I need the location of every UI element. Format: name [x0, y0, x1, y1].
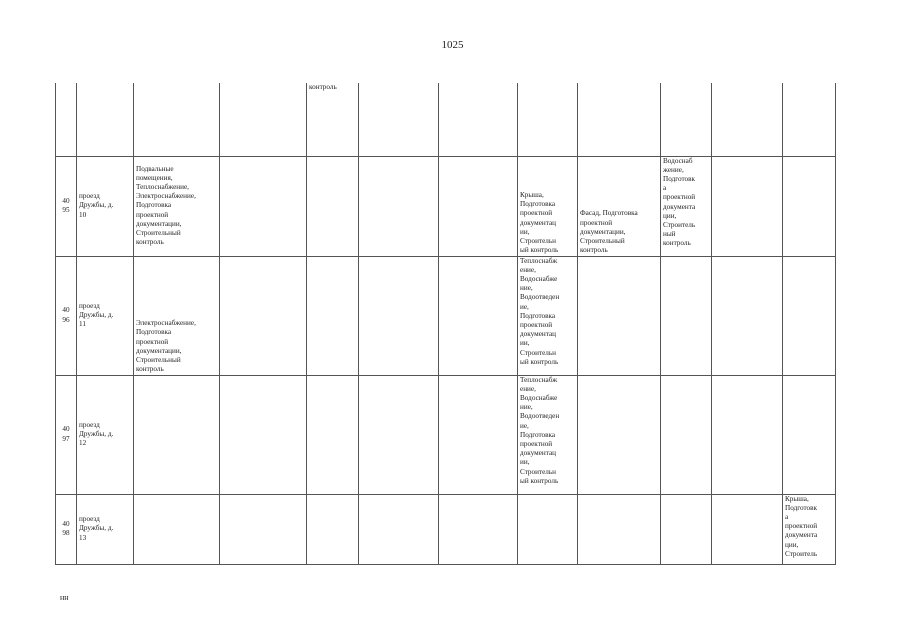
work-cell: Крыша, Подготовка проектной документац ии, Строительн ый контроль: [518, 156, 578, 256]
work-cell: [578, 494, 661, 564]
table-row: [56, 494, 836, 564]
row-number-cell: [56, 83, 77, 156]
work-cell: [712, 494, 783, 564]
work-cell: Электроснабжение, Подготовка проектной документации, Строительный контроль: [134, 256, 220, 375]
work-cell: [783, 375, 836, 494]
work-cell: [220, 156, 307, 256]
work-cell: [661, 494, 712, 564]
work-cell: [712, 256, 783, 375]
work-cell: [518, 494, 578, 564]
work-cell: [134, 494, 220, 564]
work-cell: [661, 375, 712, 494]
work-cell: [439, 256, 518, 375]
work-cell: [439, 494, 518, 564]
table-row: [56, 375, 836, 494]
work-cell: [307, 156, 359, 256]
work-cell: [307, 256, 359, 375]
work-cell: [783, 156, 836, 256]
work-cell: [783, 256, 836, 375]
address-cell: проезд Дружбы, д. 11: [77, 256, 134, 375]
row-number-cell: 40 96: [56, 256, 77, 375]
work-cell: [518, 83, 578, 156]
work-cell: [134, 83, 220, 156]
work-cell: [661, 83, 712, 156]
work-cell: [578, 256, 661, 375]
work-cell: [439, 375, 518, 494]
work-cell: Фасад, Подготовка проектной документации, Строительный контроль: [578, 156, 661, 256]
row-number-cell: 40 95: [56, 156, 77, 256]
work-cell: Водоснаб жение, Подготовк а проектной документа ции, Строитель ный контроль: [661, 156, 712, 256]
work-cell: [359, 494, 439, 564]
work-cell: [359, 156, 439, 256]
work-cell: [220, 375, 307, 494]
address-cell: проезд Дружбы, д. 12: [77, 375, 134, 494]
page-number: 1025: [441, 39, 464, 51]
work-cell: [220, 256, 307, 375]
work-cell: [307, 375, 359, 494]
work-cell: Подвальные помещения, Теплоснабжение, Электроснабжение, Подготовка проектной документации, Строительный контроль: [134, 156, 220, 256]
table-row: [56, 83, 836, 156]
work-cell: [661, 256, 712, 375]
row-number-cell: 40 97: [56, 375, 77, 494]
table-row: [56, 256, 836, 375]
work-cell: [307, 494, 359, 564]
work-cell: [712, 156, 783, 256]
work-cell: [359, 256, 439, 375]
work-cell: [220, 494, 307, 564]
repair-schedule-table: [55, 83, 836, 565]
work-cell: [578, 375, 661, 494]
work-cell: контроль: [307, 83, 359, 156]
work-cell: Теплоснабж ение, Водоснабже ние, Водоотведен ие, Подготовка проектной документац ии, Строительн ый контроль: [518, 256, 578, 375]
work-cell: [783, 83, 836, 156]
table-row: [56, 156, 836, 256]
work-cell: [134, 375, 220, 494]
work-cell: [439, 83, 518, 156]
work-cell: [578, 83, 661, 156]
address-cell: проезд Дружбы, д. 10: [77, 156, 134, 256]
work-cell: [712, 375, 783, 494]
work-cell: [359, 375, 439, 494]
work-cell: Крыша, Подготовк а проектной документа ции, Строитель: [783, 494, 836, 564]
work-cell: [359, 83, 439, 156]
work-cell: [712, 83, 783, 156]
work-cell: [439, 156, 518, 256]
work-cell: Теплоснабж ение, Водоснабже ние, Водоотведен ие, Подготовка проектной документац ии, Строительн ый контроль: [518, 375, 578, 494]
row-number-cell: 40 98: [56, 494, 77, 564]
work-cell: [220, 83, 307, 156]
address-cell: проезд Дружбы, д. 13: [77, 494, 134, 564]
address-cell: [77, 83, 134, 156]
footer-note: нн: [60, 593, 69, 602]
